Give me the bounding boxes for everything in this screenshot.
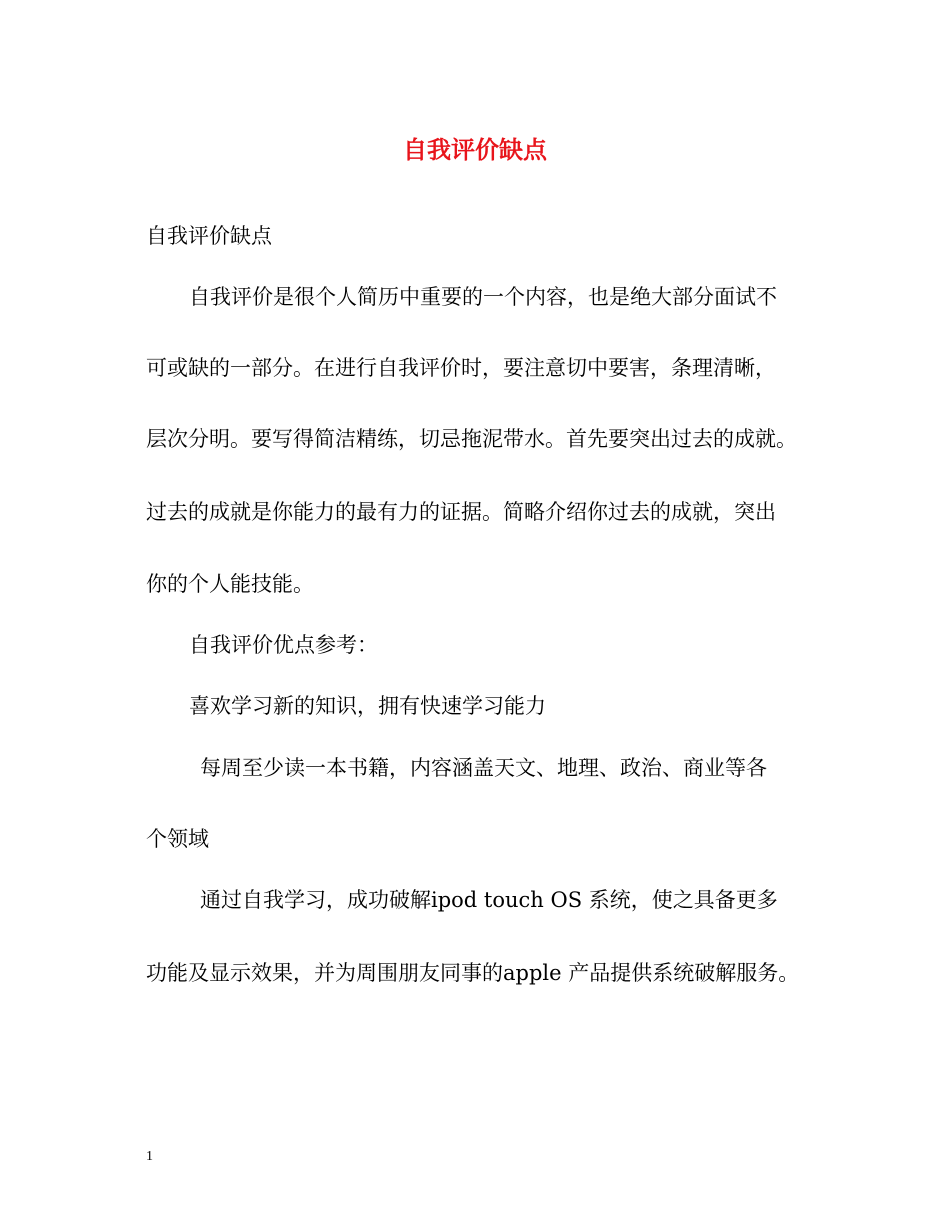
paragraph-line: 层次分明。要写得简洁精练，切忌拖泥带水。首先要突出过去的成就。 [146,427,797,451]
paragraph-line: 自我评价是很个人简历中重要的一个内容，也是绝大部分面试不 [189,285,777,309]
page-number: 1 [146,1149,153,1164]
list-item: 通过自我学习，成功破解ipod touch OS 系统，使之具备更多 [200,888,778,912]
list-item: 喜欢学习新的知识，拥有快速学习能力 [189,694,546,718]
paragraph-line: 个领域 [146,827,209,851]
paragraph-line: 你的个人能技能。 [146,572,314,596]
list-item: 每周至少读一本书籍，内容涵盖天文、地理、政治、商业等各 [200,756,767,780]
paragraph-line: 功能及显示效果，并为周围朋友同事的apple 产品提供系统破解服务。 [146,961,800,985]
section-heading: 自我评价优点参考： [189,633,378,657]
paragraph-line: 过去的成就是你能力的最有力的证据。简略介绍你过去的成就，突出 [146,500,776,524]
paragraph-line: 可或缺的一部分。在进行自我评价时，要注意切中要害，条理清晰， [146,356,776,380]
subtitle-line: 自我评价缺点 [146,224,272,248]
document-title: 自我评价缺点 [403,135,547,164]
